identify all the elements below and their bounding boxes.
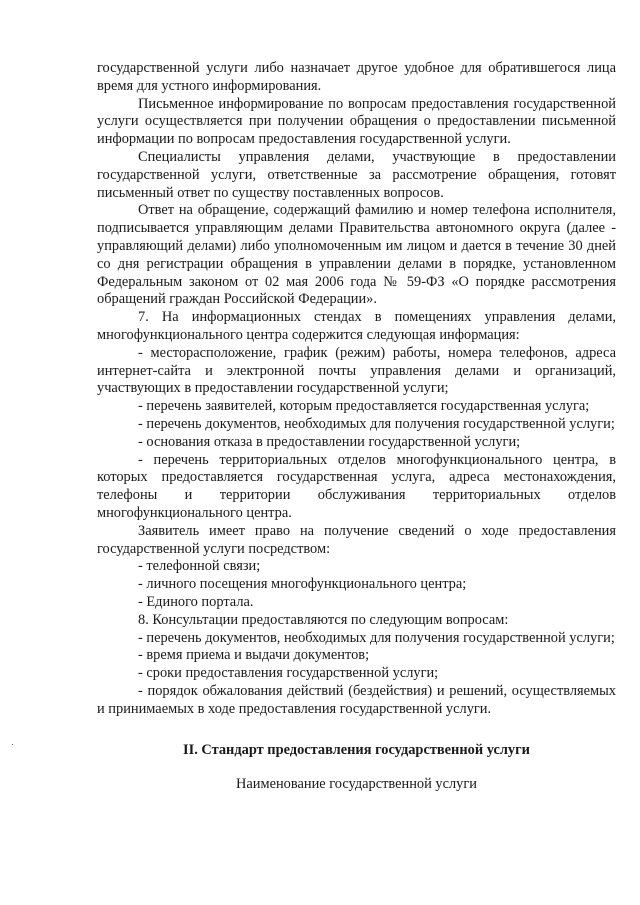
list-item: - личного посещения многофункционального центра; [138, 576, 467, 593]
paragraph: Ответ на обращение, содержащий фамилию и номер телефона исполнителя, подписывается управляющим делами Правительства автономного округа (далее - управляющий делами) либо уполномоченным им лицом и дается в течение 30 дней со дня регистрации обращения в управлении делами в порядке, установленном Федеральным законом от 02 мая 2006 года № 59-ФЗ «О порядке рассмотрения обращений граждан Российской Федерации». [97, 202, 616, 308]
list-item: - сроки предоставления государственной услуги; [138, 665, 439, 682]
list-item: - перечень территориальных отделов многофункционального центра, в которых предоставляется государственная услуга, адреса местонахождения, телефоны и территории обслуживания территориальных отделов многофункционального центра. [97, 451, 616, 521]
paragraph: Заявитель имеет право на получение сведений о ходе предоставления государственной услуги посредством: [97, 522, 616, 557]
paragraph: Специалисты управления делами, участвующие в предоставлении государственной услуги, ответственные за рассмотрение обращения, готовят письменный ответ по существу поставленных вопросов. [97, 148, 616, 201]
list-item: - месторасположение, график (режим) работы, номера телефонов, адреса интернет-сайта и электронной почты управления делами и организаций, участвующих в предоставлении государственной услуги; [97, 344, 616, 397]
list-item: - время приема и выдачи документов; [138, 647, 370, 664]
paragraph: государственной услуги либо назначает другое удобное для обратившегося лица время для устного информирования. [97, 60, 616, 94]
document-body [97, 60, 616, 794]
list-item: - перечень заявителей, которым предоставляется государственная услуга; [138, 398, 590, 415]
list-item: - Единого портала. [138, 593, 254, 610]
list-item: - телефонной связи; [138, 558, 261, 575]
section-heading: II. Стандарт предоставления государственной услуги [183, 742, 530, 759]
paragraph: 7. На информационных стендах в помещениях управления делами, многофункционального центра содержится следующая информация: [97, 309, 616, 343]
list-item: - порядок обжалования действий (бездействия) и решений, осуществляемых и принимаемых в ходе предоставления государственной услуги. [97, 682, 616, 717]
subsection-heading: Наименование государственной услуги [236, 776, 477, 793]
paragraph: 8. Консультации предоставляются по следующим вопросам: [138, 611, 509, 628]
list-item: - перечень документов, необходимых для получения государственной услуги; [138, 415, 615, 432]
paragraph: Письменное информирование по вопросам предоставления государственной услуги осуществляется при получении обращения о предоставлении письменной информации по вопросам предоставления государственной услуги. [97, 95, 616, 148]
list-item: - основания отказа в предоставлении государственной услуги; [138, 433, 521, 450]
list-item: - перечень документов, необходимых для получения государственной услуги; [138, 629, 615, 646]
scan-speck [12, 744, 13, 745]
